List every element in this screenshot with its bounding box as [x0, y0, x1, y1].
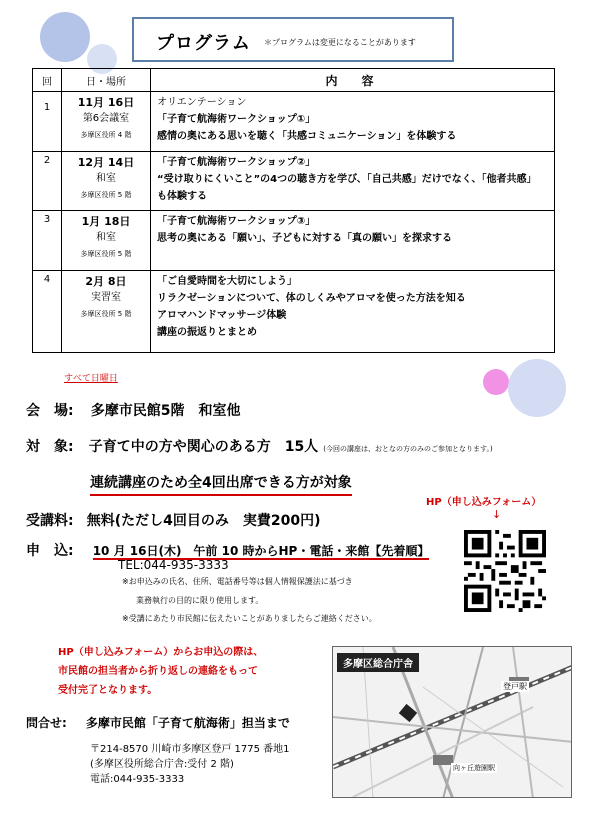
- session-line: 感情の奥にある思いを聴く「共感コミュニケーション」を体験する: [157, 131, 457, 142]
- header-date-place: 日・場所: [62, 69, 151, 92]
- session-line: 思考の奥にある「願い」、子どもに対する「真の願い」を探求する: [157, 233, 452, 244]
- header-count: 回: [33, 69, 62, 92]
- attendance-condition: 連続講座のため全4回出席できる方が対象: [90, 472, 352, 496]
- hp-notice-2: 市民館の担当者から折り返しの連絡をもって: [58, 666, 258, 677]
- table-row: [33, 271, 555, 353]
- session-date: 1月 18日: [81, 215, 131, 228]
- fee-section: [26, 510, 320, 530]
- program-title-box: [132, 17, 454, 62]
- apply-section: [26, 540, 429, 560]
- session-floor: 多摩区役所 4 階: [80, 131, 132, 139]
- session-floor: 多摩区役所 5 階: [80, 310, 132, 318]
- page-title: プログラム: [156, 33, 251, 54]
- venue-label: 会 場:: [26, 403, 74, 419]
- session-line: リラクゼーションについて、体のしくみやアロマを使った方法を知る: [157, 293, 466, 304]
- session-line: アロマハンドマッサージ体験: [157, 310, 287, 321]
- session-line: 「ご自愛時間を大切にしよう」: [157, 276, 297, 287]
- session-number: 1: [43, 102, 51, 113]
- venue-section: [26, 400, 240, 420]
- map-station2-label: 向ヶ丘遊園駅: [453, 764, 495, 772]
- session-number: 3: [43, 214, 51, 225]
- hp-form-arrow: ↓: [492, 508, 502, 521]
- session-line: 「子育て航海術ワークショップ①」: [157, 114, 316, 125]
- session-line: オリエンテーション: [157, 97, 247, 108]
- decor-circle-pink: [483, 369, 509, 395]
- session-room: 実習室: [91, 292, 121, 303]
- decor-circle-right: [508, 359, 566, 417]
- contact-address: 〒214-8570 川崎市多摩区登戸 1775 番地1: [90, 744, 290, 755]
- all-sunday-note: すべて日曜日: [64, 374, 118, 384]
- contact-note: ※受講にあたり市民館に伝えたいことがありましたらご連絡ください。: [122, 614, 377, 623]
- change-note: ＊プログラムは変更になることがあります: [264, 38, 416, 47]
- session-number: 4: [43, 274, 51, 285]
- apply-tel: TEL:044-935-3333: [118, 558, 229, 572]
- privacy-note-1: ※お申込みの氏名、住所、電話番号等は個人情報保護法に基づき: [122, 577, 353, 586]
- location-map: [332, 646, 572, 798]
- hp-notice-1: HP（申し込みフォーム）からお申込の際は、: [58, 647, 264, 658]
- hp-form-label: HP（申し込みフォーム）: [426, 497, 542, 508]
- contact-phone: 電話:044-935-3333: [90, 774, 185, 785]
- target-label: 対 象:: [26, 439, 74, 455]
- table-header-row: [33, 69, 555, 92]
- map-title: 多摩区総合庁舎: [337, 653, 419, 672]
- session-room: 和室: [96, 173, 116, 184]
- apply-label: 申 込:: [26, 543, 74, 559]
- contact-section: [26, 712, 290, 731]
- hp-notice-3: 受付完了となります。: [58, 685, 158, 696]
- target-value: 子育て中の方や関心のある方 15人: [88, 439, 319, 455]
- session-line: 講座の振返りとまとめ: [157, 327, 257, 338]
- map-station-label: 登戸駅: [503, 682, 527, 691]
- session-line: “受け取りにくいこと”の4つの聴き方を学び、「自己共感」だけでなく、「他者共感」: [157, 174, 537, 185]
- contact-label: 問合せ:: [26, 716, 67, 730]
- privacy-note-2: 業務執行の目的に限り使用します。: [136, 596, 264, 605]
- table-row: [33, 211, 555, 271]
- session-room: 第6会議室: [82, 113, 130, 124]
- venue-value: 多摩市民館5階 和室他: [90, 403, 241, 419]
- session-line: 「子育て航海術ワークショップ②」: [157, 157, 316, 168]
- target-note: (今回の講座は、おとなの方のみのご参加となります。): [323, 445, 493, 453]
- session-date: 2月 8日: [85, 275, 127, 288]
- schedule-table: [32, 68, 555, 353]
- session-floor: 多摩区役所 5 階: [80, 250, 132, 258]
- contact-address-2: (多摩区役所総合庁舎:受付 2 階): [90, 759, 234, 770]
- table-row: [33, 152, 555, 211]
- session-line: も体験する: [157, 191, 207, 202]
- session-line: 「子育て航海術ワークショップ③」: [157, 216, 316, 227]
- table-row: [33, 92, 555, 152]
- session-date: 12月 14日: [77, 156, 135, 169]
- fee-label: 受講料:: [26, 513, 74, 529]
- contact-value: 多摩市民館「子育て航海術」担当まで: [85, 716, 290, 730]
- target-section: [26, 436, 493, 456]
- session-room: 和室: [96, 232, 116, 243]
- session-date: 11月 16日: [77, 96, 135, 109]
- fee-value: 無料(ただし4回目のみ 実費200円): [86, 513, 321, 529]
- qr-code-image[interactable]: [464, 530, 546, 612]
- session-number: 2: [43, 155, 51, 166]
- decor-circle-large: [40, 12, 90, 62]
- header-content: 内 容: [151, 69, 555, 92]
- session-floor: 多摩区役所 5 階: [80, 191, 132, 199]
- apply-value: 10 月 16日(木) 午前 10 時からHP・電話・来館【先着順】: [92, 544, 430, 558]
